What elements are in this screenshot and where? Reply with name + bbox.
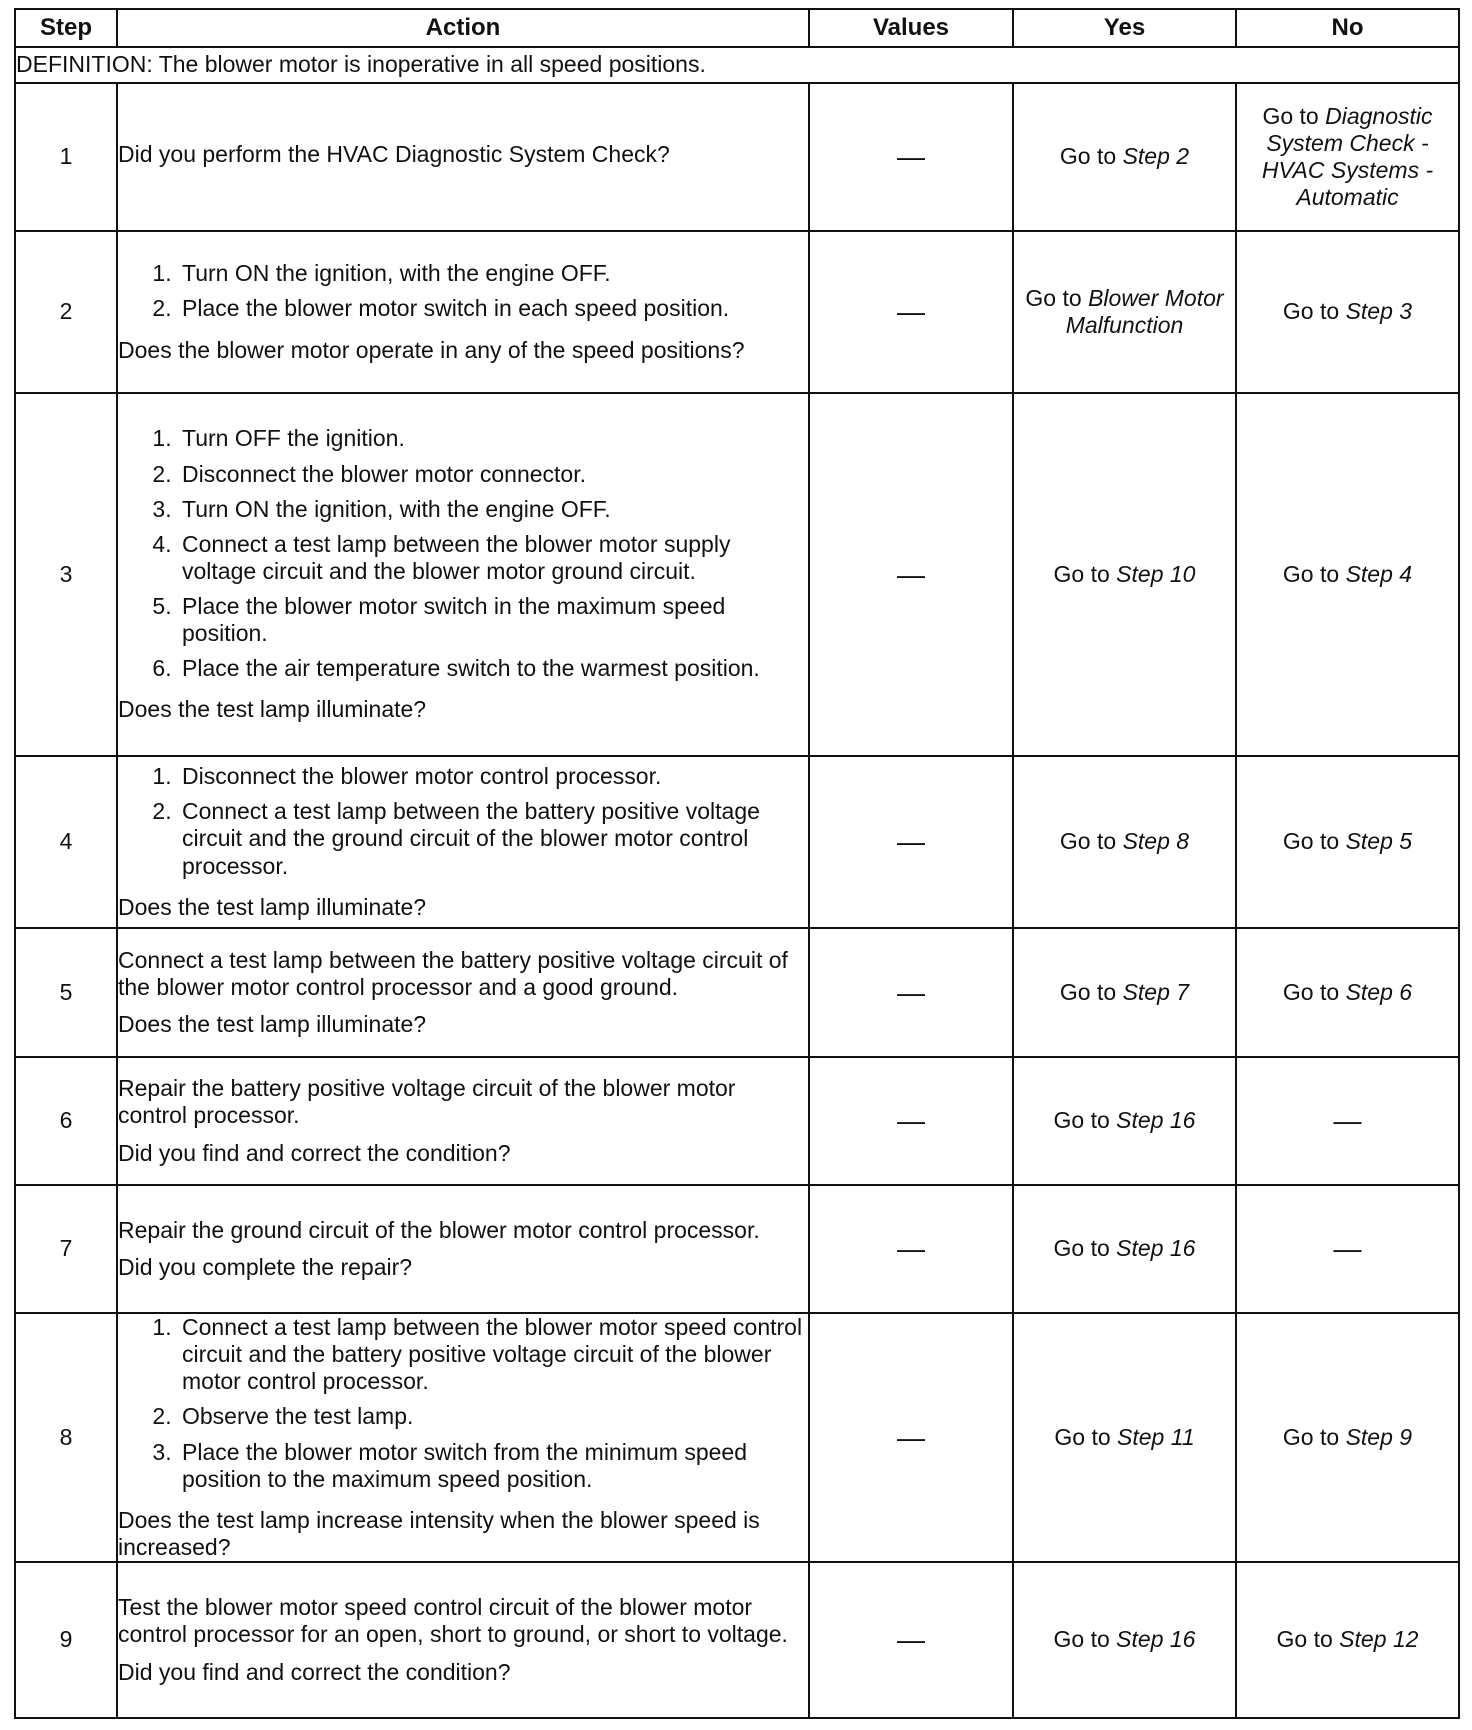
table-row [15,756,1459,928]
header-yes: Yes [1013,9,1236,47]
goto-label: Go to [1053,1626,1110,1653]
step-number: 3 [15,393,117,756]
no-link[interactable]: Step 9 [1345,1423,1413,1450]
no-link[interactable]: Step 5 [1345,828,1413,855]
header-action: Action [117,9,809,47]
values-cell: — [809,231,1013,393]
no-cell [1236,231,1459,393]
goto-label: Go to [1054,1423,1111,1450]
yes-cell [1013,756,1236,928]
action-step: 6. Place the air temperature switch to the warmest position. [178,655,808,682]
step-number: 6 [15,1057,117,1185]
yes-cell [1013,1185,1236,1313]
goto-label: Go to [1282,298,1340,325]
values-cell: — [809,83,1013,231]
action-question: Does the test lamp illuminate? [118,696,427,723]
header-row [15,9,1459,47]
no-cell [1236,1313,1459,1562]
no-cell [1236,756,1459,928]
no-link[interactable]: Step 12 [1339,1626,1419,1653]
action-text: Repair the ground circuit of the blower motor control processor. [118,1216,760,1243]
action-step: 3. Place the blower motor switch from the minimum speed position to the maximum speed position. [178,1439,808,1493]
goto-label: Go to [1059,828,1117,855]
yes-link[interactable]: Step 10 [1116,560,1196,587]
action-step: 1. Connect a test lamp between the blower motor speed control circuit and the battery positive voltage circuit of the blower motor control processor. [178,1314,808,1395]
action-steps [118,1314,808,1501]
goto-label: Go to [1025,284,1082,311]
yes-link[interactable]: Step 7 [1122,978,1190,1005]
action-step: 2. Connect a test lamp between the battery positive voltage circuit and the ground circuit of the blower motor control processor. [178,798,808,879]
table-row [15,231,1459,393]
action-cell [117,83,809,231]
step-number: 5 [15,928,117,1057]
values-cell: — [809,1057,1013,1185]
action-step: 5. Place the blower motor switch in the maximum speed position. [178,593,808,647]
yes-cell [1013,928,1236,1057]
no-cell [1236,1562,1459,1718]
yes-cell [1013,83,1236,231]
diagnostic-table [14,8,1460,1719]
action-step: 2. Observe the test lamp. [178,1403,808,1430]
action-cell [117,1313,809,1562]
action-step: 1. Disconnect the blower motor control processor. [178,763,808,790]
action-step: 1. Turn OFF the ignition. [178,425,808,452]
table-row [15,393,1459,756]
table-row [15,928,1459,1057]
definition-row [15,47,1459,83]
action-step: 4. Connect a test lamp between the blower motor supply voltage circuit and the blower motor ground circuit. [178,531,808,585]
goto-label: Go to [1059,143,1117,170]
action-cell [117,1057,809,1185]
action-cell [117,928,809,1057]
values-cell: — [809,393,1013,756]
no-cell [1236,928,1459,1057]
no-link[interactable]: Step 6 [1345,978,1413,1005]
step-number: 7 [15,1185,117,1313]
action-cell [117,1185,809,1313]
goto-label: Go to [1053,1107,1110,1134]
yes-cell [1013,1057,1236,1185]
action-question: Does the blower motor operate in any of the speed positions? [118,336,745,363]
goto-label: Go to [1282,828,1340,855]
action-text: Did you perform the HVAC Diagnostic System Check? [118,141,670,168]
no-link[interactable]: Step 4 [1345,560,1413,587]
goto-label: Go to [1059,978,1117,1005]
table-row [15,1562,1459,1718]
header-step: Step [15,9,117,47]
values-cell: — [809,1185,1013,1313]
no-cell [1236,393,1459,756]
action-question: Did you find and correct the condition? [118,1139,511,1166]
action-text: Connect a test lamp between the battery positive voltage circuit of the blower motor control processor and a good ground. [118,946,788,1000]
header-values: Values [809,9,1013,47]
yes-link[interactable]: Step 16 [1116,1107,1196,1134]
yes-link[interactable]: Step 16 [1116,1235,1196,1262]
action-step: 1. Turn ON the ignition, with the engine OFF. [178,260,808,287]
action-question: Does the test lamp illuminate? [118,893,427,920]
step-number: 1 [15,83,117,231]
yes-cell [1013,393,1236,756]
no-cell: — [1236,1185,1459,1313]
goto-label: Go to [1262,102,1319,129]
no-link[interactable]: Step 3 [1345,298,1413,325]
table-row [15,1185,1459,1313]
header-no: No [1236,9,1459,47]
yes-link[interactable]: Step 16 [1116,1626,1196,1653]
action-cell [117,231,809,393]
goto-label: Go to [1276,1626,1333,1653]
table-row [15,1313,1459,1562]
action-question: Does the test lamp illuminate? [118,1011,427,1038]
goto-label: Go to [1282,560,1340,587]
values-cell: — [809,756,1013,928]
action-steps [118,260,808,330]
values-cell: — [809,1313,1013,1562]
yes-link[interactable]: Step 8 [1122,828,1190,855]
action-step: 2. Place the blower motor switch in each speed position. [178,295,808,322]
action-text: Repair the battery positive voltage circuit of the blower motor control processor. [118,1075,736,1129]
action-question: Did you find and correct the condition? [118,1658,511,1685]
action-steps [118,425,808,690]
action-cell [117,756,809,928]
values-cell: — [809,1562,1013,1718]
action-cell [117,393,809,756]
step-number: 9 [15,1562,117,1718]
yes-link[interactable]: Step 2 [1122,143,1190,170]
table-row [15,83,1459,231]
action-step: 3. Turn ON the ignition, with the engine OFF. [178,496,808,523]
action-question: Does the test lamp increase intensity when the blower speed is increased? [118,1506,760,1560]
no-link[interactable]: Diagnostic System Check - HVAC Systems - Automatic [1261,102,1434,211]
action-steps [118,763,808,888]
action-text: Test the blower motor speed control circuit of the blower motor control processor for an open, short to ground, or short to voltage. [118,1594,788,1648]
action-cell [117,1562,809,1718]
goto-label: Go to [1282,978,1340,1005]
goto-label: Go to [1053,560,1110,587]
step-number: 8 [15,1313,117,1562]
definition-text: DEFINITION: The blower motor is inoperative in all speed positions. [15,47,1459,83]
yes-cell [1013,231,1236,393]
yes-cell [1013,1313,1236,1562]
action-question: Did you complete the repair? [118,1254,413,1280]
step-number: 4 [15,756,117,928]
step-number: 2 [15,231,117,393]
goto-label: Go to [1282,1423,1340,1450]
yes-link[interactable]: Blower Motor Malfunction [1065,284,1224,338]
yes-link[interactable]: Step 11 [1117,1423,1195,1450]
table-row [15,1057,1459,1185]
action-step: 2. Disconnect the blower motor connector. [178,461,808,488]
goto-label: Go to [1053,1235,1110,1262]
values-cell: — [809,928,1013,1057]
yes-cell [1013,1562,1236,1718]
no-cell: — [1236,1057,1459,1185]
no-cell [1236,83,1459,231]
